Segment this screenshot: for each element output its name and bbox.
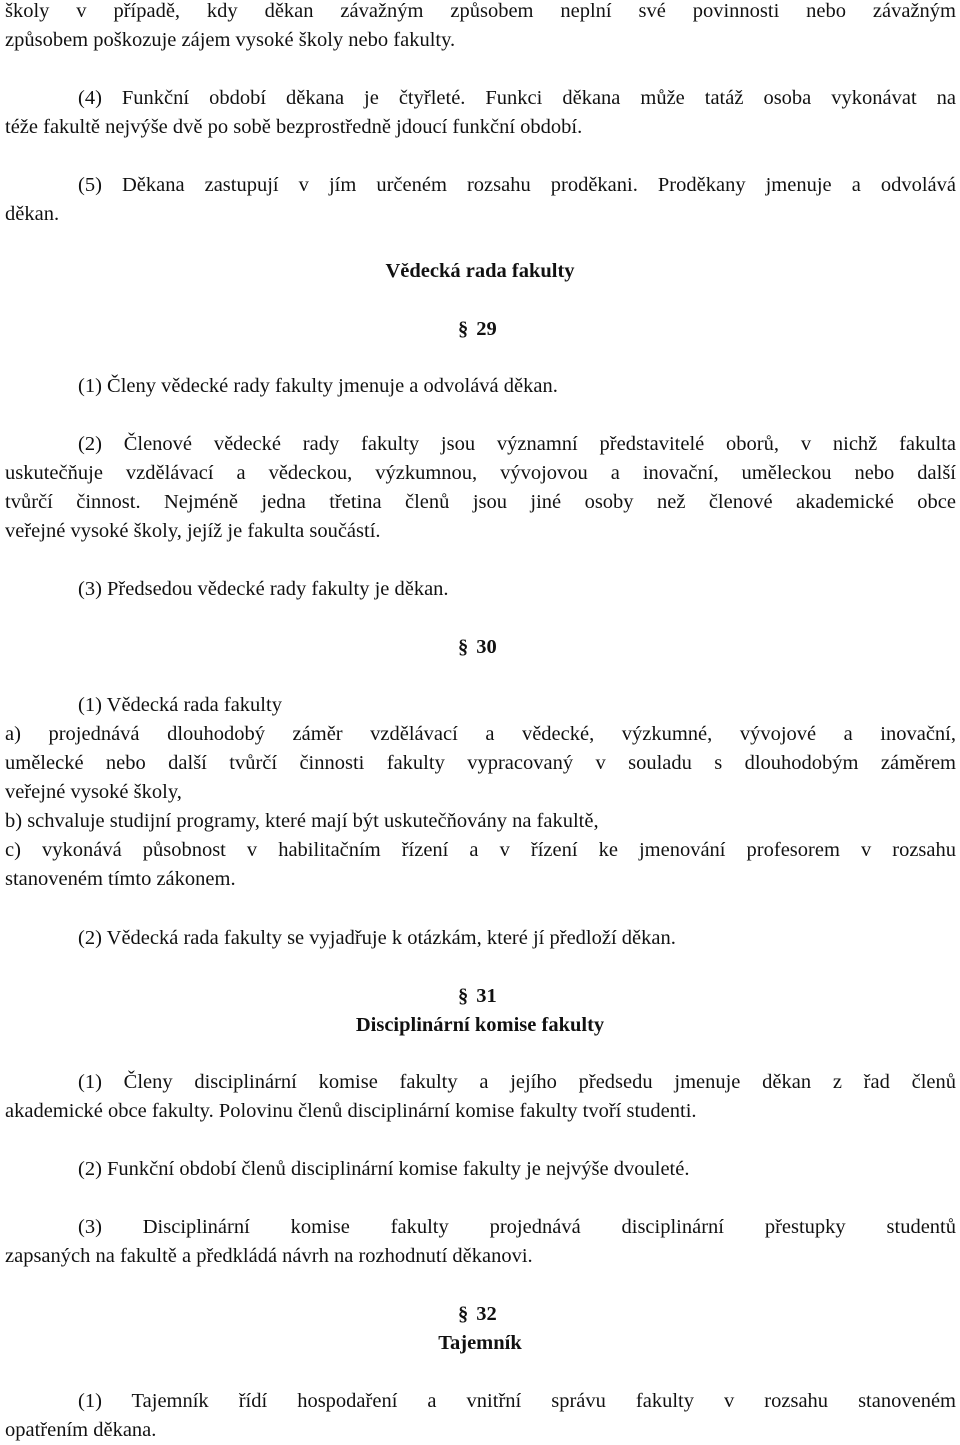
section-sign: §: [458, 1303, 469, 1325]
paragraph-line: opatřením děkana.: [5, 1419, 157, 1441]
paragraph-line: umělecké nebo další tvůrčí činnosti fakulty vypracovaný v souladu s dlouhodobým záměrem: [5, 752, 956, 774]
paragraph-line: (1) Tajemník řídí hospodaření a vnitřní správu fakulty v rozsahu stanoveném: [78, 1390, 956, 1412]
paragraph-line: (1) Členy vědecké rady fakulty jmenuje a odvolává děkan.: [78, 375, 558, 397]
section-number: [458, 315, 518, 344]
section-number-value: 32: [476, 1303, 497, 1325]
section-heading: Disciplinární komise fakulty: [355, 1014, 605, 1036]
section-sign: §: [458, 318, 469, 340]
section-number-value: 29: [476, 318, 497, 340]
paragraph-line: téže fakultě nejvýše dvě po sobě bezprostředně jdoucí funkční období.: [5, 116, 583, 138]
paragraph-line: (2) Členové vědecké rady fakulty jsou významní představitelé oborů, v nichž fakulta: [78, 433, 956, 455]
section-number: [458, 633, 518, 662]
paragraph-line: (4) Funkční období děkana je čtyřleté. Funkci děkana může tatáž osoba vykonávat na: [78, 87, 956, 109]
paragraph-line: (3) Předsedou vědecké rady fakulty je děkan.: [78, 578, 449, 600]
section-number: [458, 1300, 518, 1329]
paragraph-line: děkan.: [5, 203, 60, 225]
section-sign: §: [458, 636, 469, 658]
section-number-value: 30: [476, 636, 497, 658]
paragraph-line: c) vykonává působnost v habilitačním řízení a v řízení ke jmenování profesorem v rozsahu: [5, 839, 956, 861]
paragraph-line: tvůrčí činnost. Nejméně jedna třetina členů jsou jiné osoby než členové akademické obce: [5, 491, 956, 513]
section-number: [458, 982, 518, 1011]
paragraph-line: (5) Děkana zastupují v jím určeném rozsahu proděkani. Proděkany jmenuje a odvolává: [78, 174, 956, 196]
paragraph-line: b) schvaluje studijní programy, které mají být uskutečňovány na fakultě,: [5, 810, 599, 832]
paragraph-line: uskutečňuje vzdělávací a vědeckou, výzkumnou, vývojovou a inovační, uměleckou nebo další: [5, 462, 956, 484]
paragraph-line: zapsaných na fakultě a předkládá návrh na rozhodnutí děkanovi.: [5, 1245, 533, 1267]
paragraph-line: (1) Vědecká rada fakulty: [78, 694, 282, 716]
paragraph-line: (1) Členy disciplinární komise fakulty a jejího předsedu jmenuje děkan z řad členů: [78, 1071, 956, 1093]
section-heading: Vědecká rada fakulty: [385, 260, 575, 282]
paragraph-line: akademické obce fakulty. Polovinu členů disciplinární komise fakulty tvoří studenti.: [5, 1100, 697, 1122]
paragraph-line: způsobem poškozuje zájem vysoké školy nebo fakulty.: [5, 29, 456, 51]
section-sign: §: [458, 985, 469, 1007]
paragraph-line: stanoveném tímto zákonem.: [5, 868, 236, 890]
paragraph-line: a) projednává dlouhodobý záměr vzdělávací a vědecké, výzkumné, vývojové a inovační,: [5, 723, 956, 745]
section-number-value: 31: [476, 985, 497, 1007]
paragraph-line: veřejné vysoké školy, jejíž je fakulta součástí.: [5, 520, 381, 542]
section-heading: Tajemník: [438, 1332, 522, 1354]
paragraph-line: veřejné vysoké školy,: [5, 781, 182, 803]
paragraph-line: (2) Funkční období členů disciplinární komise fakulty je nejvýše dvouleté.: [78, 1158, 690, 1180]
paragraph-line: (2) Vědecká rada fakulty se vyjadřuje k otázkám, které jí předloží děkan.: [78, 927, 676, 949]
paragraph-line: (3) Disciplinární komise fakulty projednává disciplinární přestupky studentů: [78, 1216, 956, 1238]
paragraph-line: školy v případě, kdy děkan závažným způsobem neplní své povinnosti nebo závažným: [5, 0, 956, 22]
